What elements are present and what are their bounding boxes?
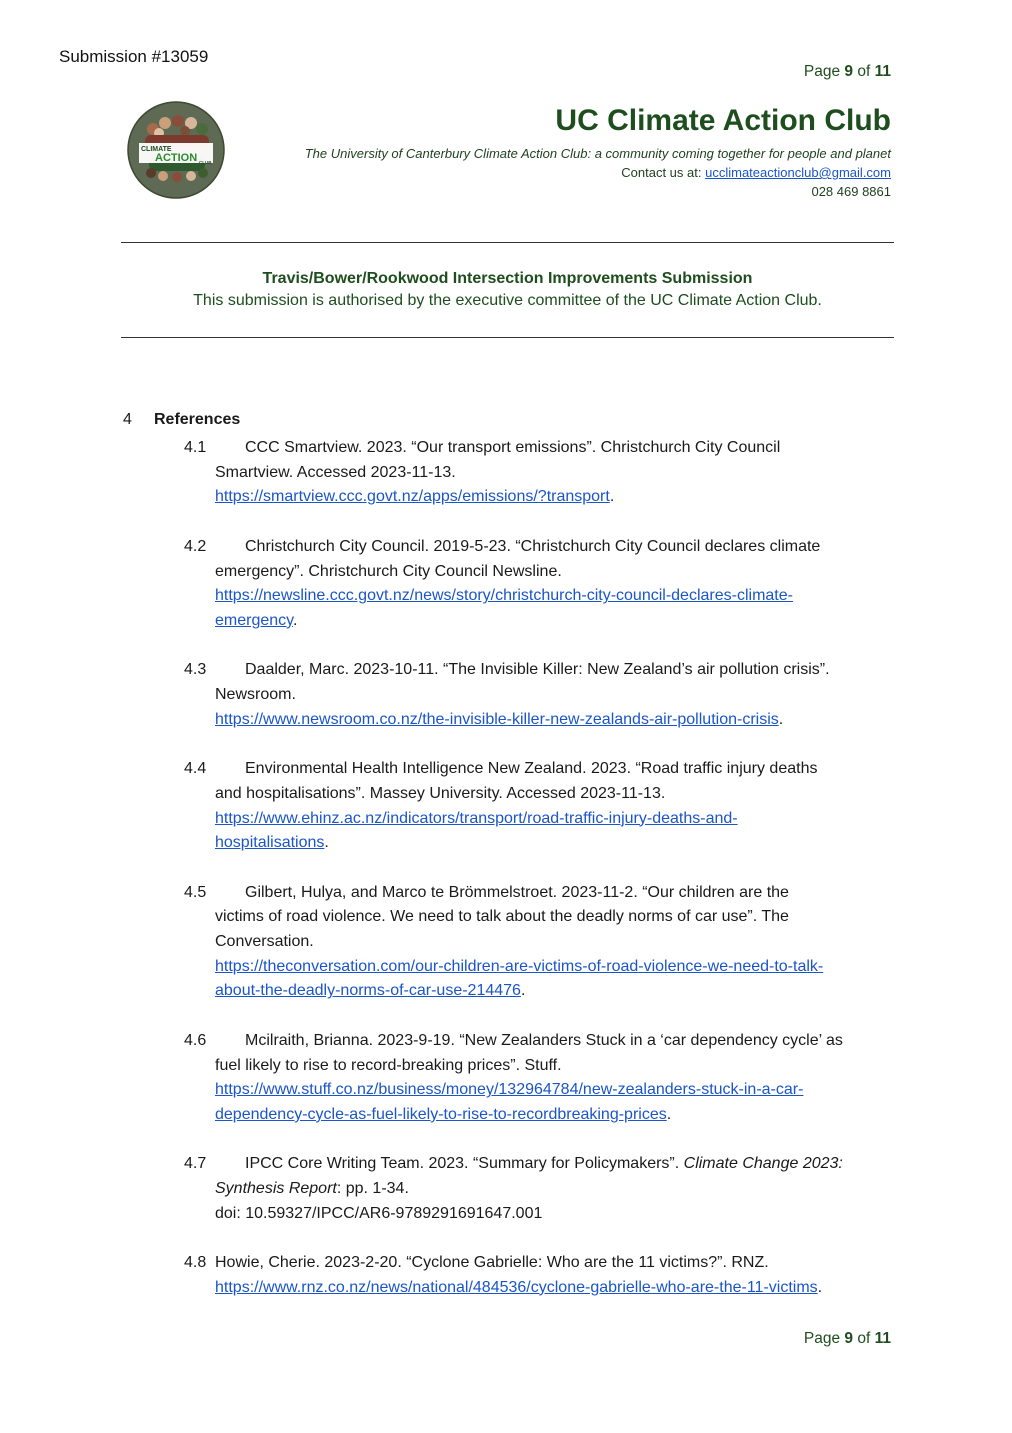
reference-period: . [609,488,615,506]
page-total: 11 [874,63,891,80]
club-name: UC Climate Action Club [555,104,891,137]
email-link[interactable]: ucclimateactionclub@gmail.com [705,165,891,180]
reference-item [184,658,894,732]
submission-title: Travis/Bower/Rookwood Intersection Improvements Submission [262,270,753,287]
contact-label: Contact us at: [621,165,702,180]
logo-text-line1: CLIMATE [141,146,172,153]
submission-authorisation: This submission is authorised by the executive committee of the UC Climate Action Club. [193,292,822,309]
club-phone: 028 469 8861 [811,184,891,199]
page-of: of [857,63,871,80]
reference-text: Mcilraith, Brianna. 2023-9-19. “New Zealanders Stuck in a ‘car dependency cycle’ as [245,1031,843,1049]
reference-link-cont[interactable]: emergency [215,611,293,629]
reference-text: Howie, Cherie. 2023-2-20. “Cyclone Gabrielle: Who are the 11 victims?”. RNZ. [215,1254,769,1272]
reference-text: Conversation. [215,933,314,950]
club-contact [621,165,891,180]
reference-text-italic: Synthesis Report [215,1180,337,1197]
reference-text: Christchurch City Council. 2019-5-23. “Christchurch City Council declares climate [245,537,821,555]
reference-link-cont[interactable]: about-the-deadly-norms-of-car-use-214476 [215,982,521,1000]
reference-text: : pp. 1-34. [336,1180,409,1197]
reference-link[interactable]: https://www.newsroom.co.nz/the-invisible-killer-new-zealands-air-pollution-crisis [215,710,779,728]
reference-text: Smartview. Accessed 2023-11-13. [215,463,456,481]
reference-link[interactable]: https://theconversation.com/our-children-are-victims-of-road-violence-we-need-to-talk- [215,957,824,975]
reference-text: Daalder, Marc. 2023-10-11. “The Invisible Killer: New Zealand’s air pollution crisis”. [245,661,830,679]
reference-number: 4.4 [184,760,207,778]
reference-item [184,535,894,634]
reference-number: 4.7 [184,1155,207,1173]
reference-period: . [778,710,784,728]
reference-text: Environmental Health Intelligence New Zealand. 2023. “Road traffic injury deaths [245,760,818,778]
reference-number: 4.3 [184,661,207,679]
reference-item [184,1251,894,1300]
page-of: of [857,1330,871,1347]
reference-link[interactable]: https://newsline.ccc.govt.nz/news/story/christchurch-city-council-declares-climate- [215,587,793,605]
club-logo [127,101,225,199]
reference-doi: doi: 10.59327/IPCC/AR6-9789291691647.001 [215,1204,543,1222]
reference-text-italic: Climate Change 2023: [683,1155,843,1173]
logo-text-line3: CLUB [199,160,212,165]
reference-number: 4.2 [184,537,207,555]
reference-text: Gilbert, Hulya, and Marco te Brömmelstroet. 2023-11-2. “Our children are the [245,883,789,901]
reference-item [184,1152,894,1226]
page-current: 9 [844,63,854,80]
reference-item [184,757,894,856]
reference-number: 4.6 [184,1031,207,1049]
reference-number: 4.5 [184,883,207,901]
reference-period: . [324,834,329,852]
reference-text: emergency”. Christchurch City Council Newsline. [215,562,562,580]
page-current: 9 [844,1330,854,1347]
reference-number: 4.8 [184,1254,207,1272]
reference-link-cont[interactable]: dependency-cycle-as-fuel-likely-to-rise-to-recordbreaking-prices [215,1105,667,1123]
reference-text: Newsroom. [215,686,296,703]
page-total: 11 [874,1330,891,1347]
reference-link[interactable]: https://www.rnz.co.nz/news/national/484536/cyclone-gabrielle-who-are-the-11-victims [215,1278,818,1296]
page-label: Page [803,63,841,80]
reference-link[interactable]: https://smartview.ccc.govt.nz/apps/emissions/?transport [215,488,610,506]
page-number-bottom [804,1330,891,1348]
submission-id: Submission #13059 [59,47,209,66]
section-number: 4 [123,411,132,428]
reference-period: . [666,1105,672,1123]
reference-text: fuel likely to rise to record-breaking prices”. Stuff. [215,1056,562,1074]
reference-period: . [520,982,526,1000]
reference-link[interactable]: https://www.ehinz.ac.nz/indicators/transport/road-traffic-injury-deaths-and- [215,809,738,827]
page-label: Page [803,1330,841,1347]
reference-text: CCC Smartview. 2023. “Our transport emissions”. Christchurch City Council [245,439,781,456]
reference-item [184,881,894,1005]
reference-link-cont[interactable]: hospitalisations [215,834,325,852]
section-title: References [154,411,241,428]
header-divider-bottom [121,337,894,338]
reference-text: and hospitalisations”. Massey University. Accessed 2023-11-13. [215,784,666,802]
references-list [184,436,894,1325]
reference-item [184,436,894,510]
reference-text: victims of road violence. We need to talk about the deadly norms of car use”. The [215,908,789,926]
reference-period: . [817,1278,823,1296]
reference-number: 4.1 [184,439,207,456]
header-divider-top [121,242,894,243]
reference-link[interactable]: https://www.stuff.co.nz/business/money/132964784/new-zealanders-stuck-in-a-car- [215,1081,804,1099]
reference-item [184,1029,894,1128]
club-tagline: The University of Canterbury Climate Action Club: a community coming together for people and planet [304,146,891,161]
reference-text: IPCC Core Writing Team. 2023. “Summary for Policymakers”. [245,1155,684,1173]
page-number-top [804,63,891,81]
logo-text-line2: ACTION [155,152,198,164]
reference-period: . [292,611,298,629]
